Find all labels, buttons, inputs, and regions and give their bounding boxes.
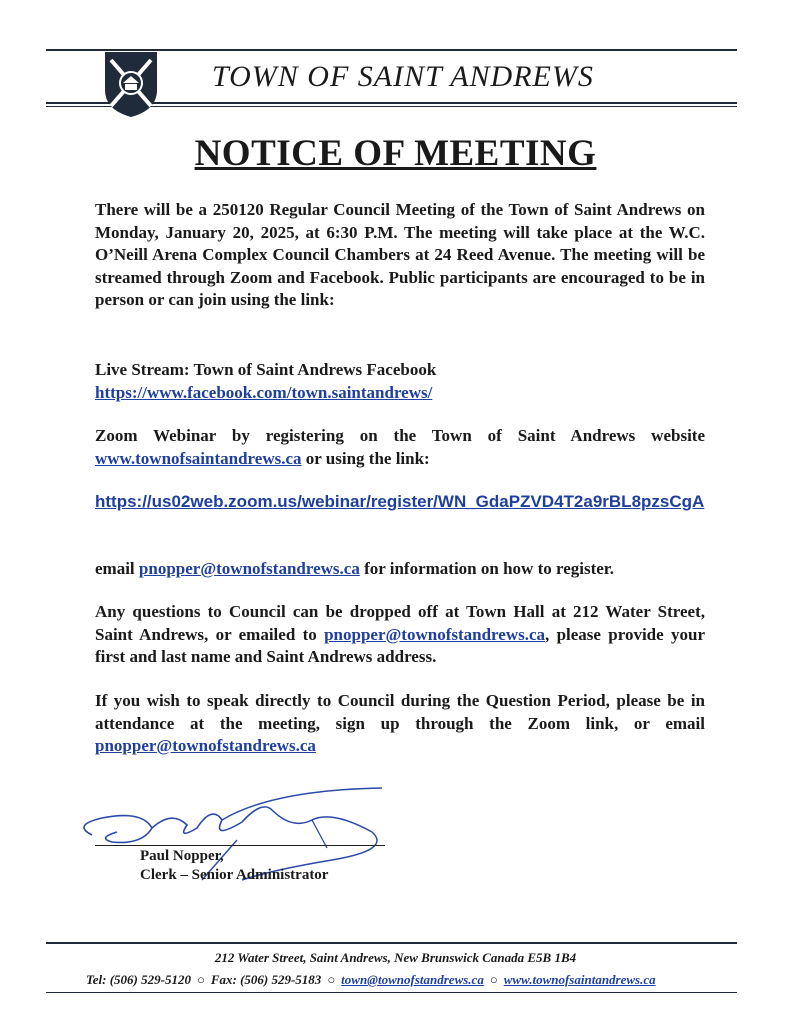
- town-crest-logo: [103, 50, 159, 118]
- footer-rule: [46, 942, 737, 944]
- signatory-title: Clerk – Senior Administrator: [140, 867, 329, 883]
- zoom-webinar-link[interactable]: https://us02web.zoom.us/webinar/register/WN_GdaPZVD4T2a9rBL8pzsCgA: [95, 492, 705, 511]
- signatory-block: [140, 847, 328, 885]
- speak-paragraph: [95, 690, 705, 758]
- email-paragraph: [95, 558, 705, 581]
- separator-icon: ○: [327, 972, 336, 987]
- zoom-suffix: or using the link:: [301, 448, 430, 468]
- intro-paragraph: There will be a 250120 Regular Council Meeting of the Town of Saint Andrews on Monday, January 20, 2025, at 6:30 P.M. The meeting will take place at the W.C. O’Neill Arena Complex Council Chambers at 24 Reed Avenue. The meeting will be streamed through Zoom and Facebook. Public participants are encouraged to be in person or can join using the link:: [95, 200, 705, 309]
- town-name: TOWN OF SAINT ANDREWS: [212, 60, 594, 93]
- footer-tel: Tel: (506) 529-5120: [86, 972, 191, 987]
- questions-email-link[interactable]: pnopper@townofstandrews.ca: [324, 624, 546, 644]
- email-suffix: for information on how to register.: [359, 559, 615, 578]
- speak-email-link[interactable]: pnopper@townofstandrews.ca: [95, 736, 316, 755]
- questions-suffix: , please provide your first and last name and Saint Andrews address.: [95, 624, 705, 666]
- email-prefix: email: [95, 559, 139, 578]
- separator-icon: ○: [489, 972, 498, 987]
- footer-email-link[interactable]: town@townofstandrews.ca: [341, 972, 484, 987]
- footer-address: 212 Water Street, Saint Andrews, New Brunswick Canada E5B 1B4: [214, 950, 577, 965]
- facebook-link[interactable]: https://www.facebook.com/town.saintandrews/: [95, 382, 433, 402]
- footer-fax: Fax: (506) 529-5183: [210, 972, 322, 987]
- zoom-text: Zoom Webinar by registering on the Town of Saint Andrews website: [95, 426, 705, 445]
- signature-line: [95, 845, 385, 846]
- livestream-label: Live Stream: Town of Saint Andrews Facebook: [95, 360, 437, 379]
- separator-icon: ○: [196, 972, 205, 987]
- signatory-name: Paul Nopper,: [140, 848, 224, 864]
- footer-website-link[interactable]: www.townofsaintandrews.ca: [503, 972, 656, 987]
- page-title: NOTICE OF MEETING: [194, 133, 597, 174]
- livestream-block: [95, 359, 705, 404]
- questions-text: Any questions to Council can be dropped off at Town Hall at 212 Water Street, Saint Andrews, or emailed to: [95, 602, 705, 644]
- speak-text: If you wish to speak directly to Council during the Question Period, please be in attendance at the meeting, sign up through the Zoom link, or email: [95, 691, 705, 733]
- email-link[interactable]: pnopper@townofstandrews.ca: [138, 559, 360, 578]
- footer-contact: [86, 972, 656, 988]
- zoom-paragraph: [95, 425, 705, 470]
- questions-paragraph: [95, 601, 705, 669]
- town-website-link[interactable]: www.townofsaintandrews.ca: [95, 448, 302, 468]
- footer-bottom-rule: [46, 992, 737, 993]
